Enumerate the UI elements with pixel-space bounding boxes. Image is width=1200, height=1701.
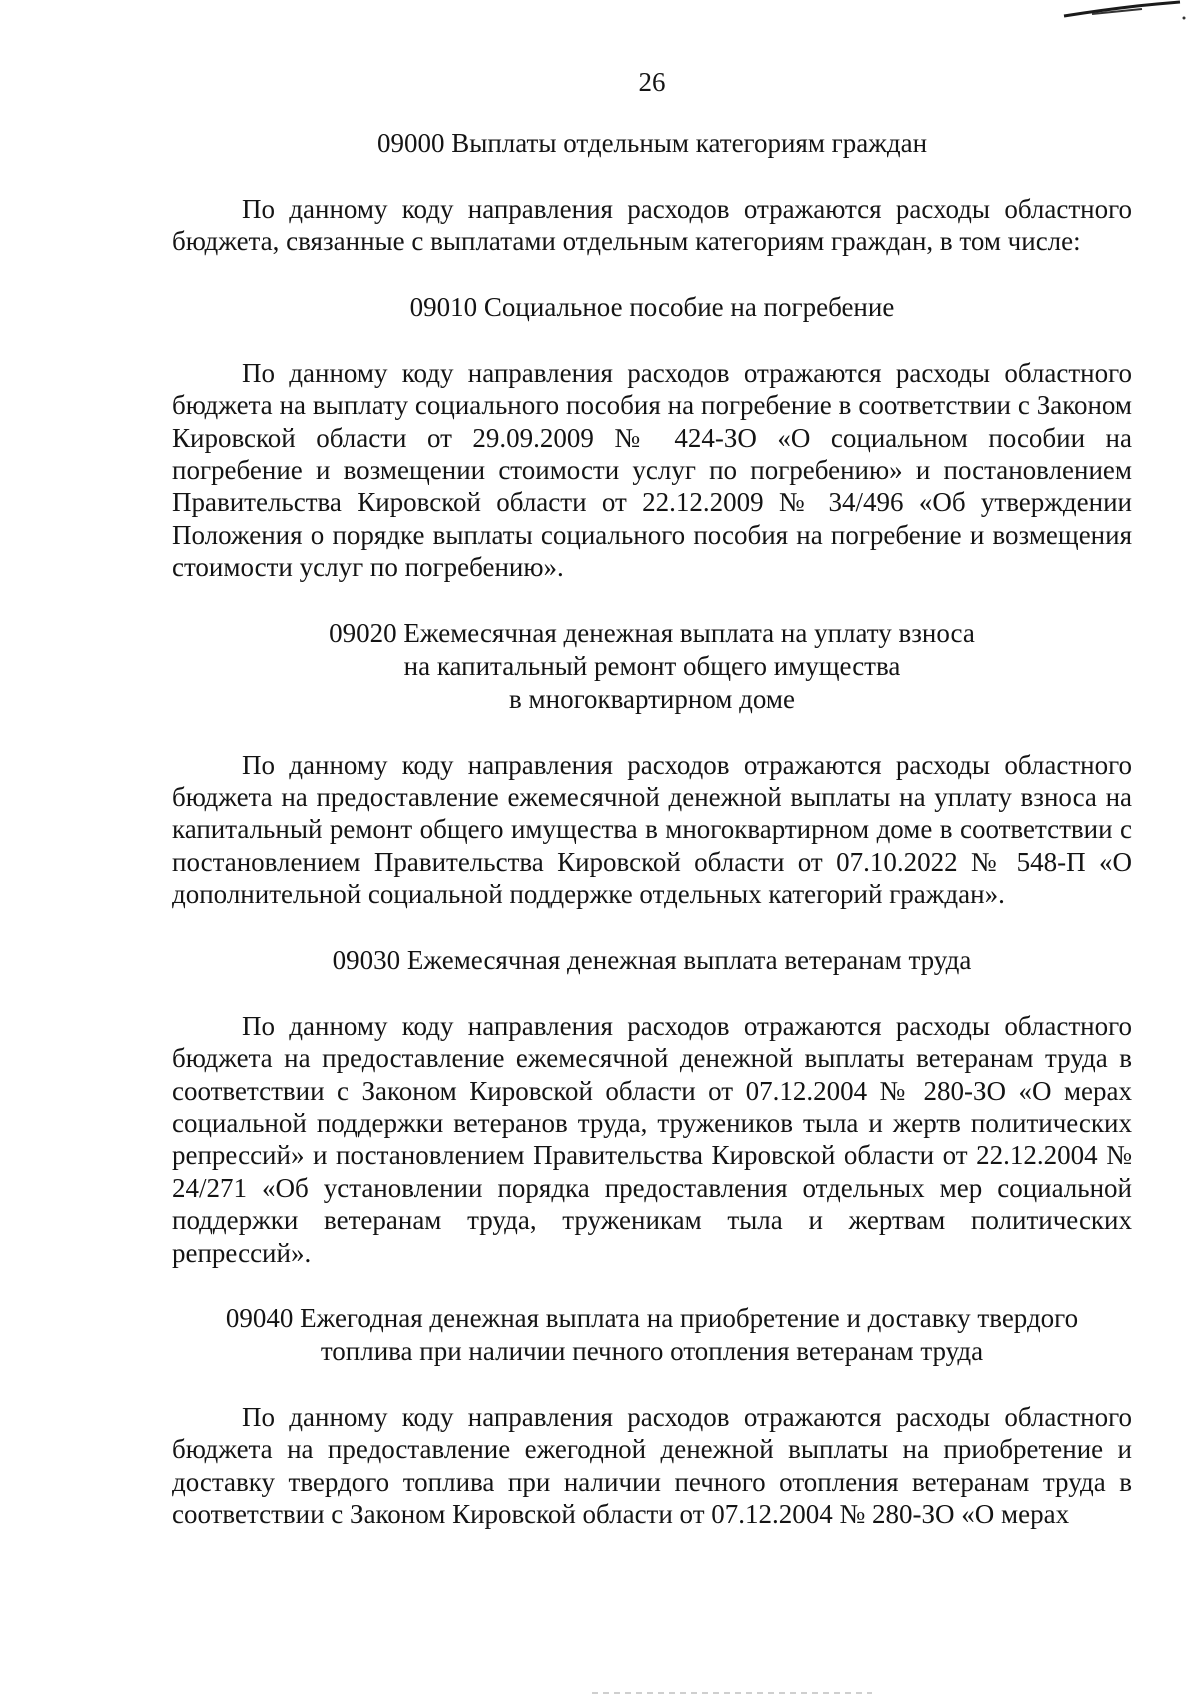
section-paragraph: По данному коду направления расходов отражаются расходы областного бюджета, связанные с выплатами отдельным категориям граждан, в том числе: bbox=[172, 194, 1132, 257]
section-paragraph: По данному коду направления расходов отражаются расходы областного бюджета на выплату социального пособия на погребение в соответствии с Законом Кировской области от 29.09.2009 № 424-ЗО «О социальном пособии на погребение и возмещении стоимости услуг по погребению» и постановлением Правительства Кировской области от 22.12.2009 № 34/496 «Об утверждении Положения о порядке выплаты социального пособия на погребение и возмещения стоимости услуг по погребению». bbox=[172, 357, 1132, 583]
section-09010 bbox=[172, 291, 1132, 584]
section-heading-line: 09020 Ежемесячная денежная выплата на уплату взноса bbox=[329, 617, 975, 648]
section-heading: 09000 Выплаты отдельным категориям граждан bbox=[376, 128, 928, 158]
section-paragraph: По данному коду направления расходов отражаются расходы областного бюджета на предоставление ежемесячной денежной выплаты ветеранам труда в соответствии с Законом Кировской области от 07.12.2004 № 280-ЗО «О мерах социальной поддержки ветеранов труда, тружеников тыла и жертв политических репрессий» и постановлением Правительства Кировской области от 22.12.2004 № 24/271 «Об установлении порядка предоставления отдельных мер социальной поддержки ветеранам труда, труженикам тыла и жертвам политических репрессий». bbox=[172, 1010, 1132, 1268]
section-heading: 09010 Социальное пособие на погребение bbox=[409, 291, 895, 322]
section-09020 bbox=[172, 617, 1132, 911]
scan-artifact-mark bbox=[1062, 0, 1192, 22]
section-heading: 09030 Ежемесячная денежная выплата ветеранам труда bbox=[332, 944, 972, 975]
section-heading-line: топлива при наличии печного отопления ветеранам труда bbox=[320, 1335, 984, 1366]
section-heading-line: 09040 Ежегодная денежная выплата на приобретение и доставку твердого bbox=[225, 1302, 1079, 1333]
section-09000 bbox=[172, 127, 1132, 258]
section-09040 bbox=[172, 1302, 1132, 1531]
document-body bbox=[172, 127, 1132, 1531]
section-heading-line: на капитальный ремонт общего имущества bbox=[403, 650, 901, 681]
section-paragraph: По данному коду направления расходов отражаются расходы областного бюджета на предоставление ежегодной денежной выплаты на приобретение и доставку твердого топлива при наличии печного отопления ветеранам труда в соответствии с Законом Кировской области от 07.12.2004 № 280-ЗО «О мерах bbox=[172, 1401, 1132, 1530]
scan-artifact-bottom bbox=[592, 1690, 872, 1696]
page-number: 26 bbox=[638, 67, 666, 97]
section-09030 bbox=[172, 944, 1132, 1269]
document-page bbox=[172, 0, 1132, 1701]
section-paragraph: По данному коду направления расходов отражаются расходы областного бюджета на предоставление ежемесячной денежной выплаты на уплату взноса на капитальный ремонт общего имущества в многоквартирном доме в соответствии с постановлением Правительства Кировской области от 07.10.2022 № 548-П «О дополнительной социальной поддержке отдельных категорий граждан». bbox=[172, 749, 1132, 910]
section-heading-line: в многоквартирном доме bbox=[509, 683, 795, 714]
